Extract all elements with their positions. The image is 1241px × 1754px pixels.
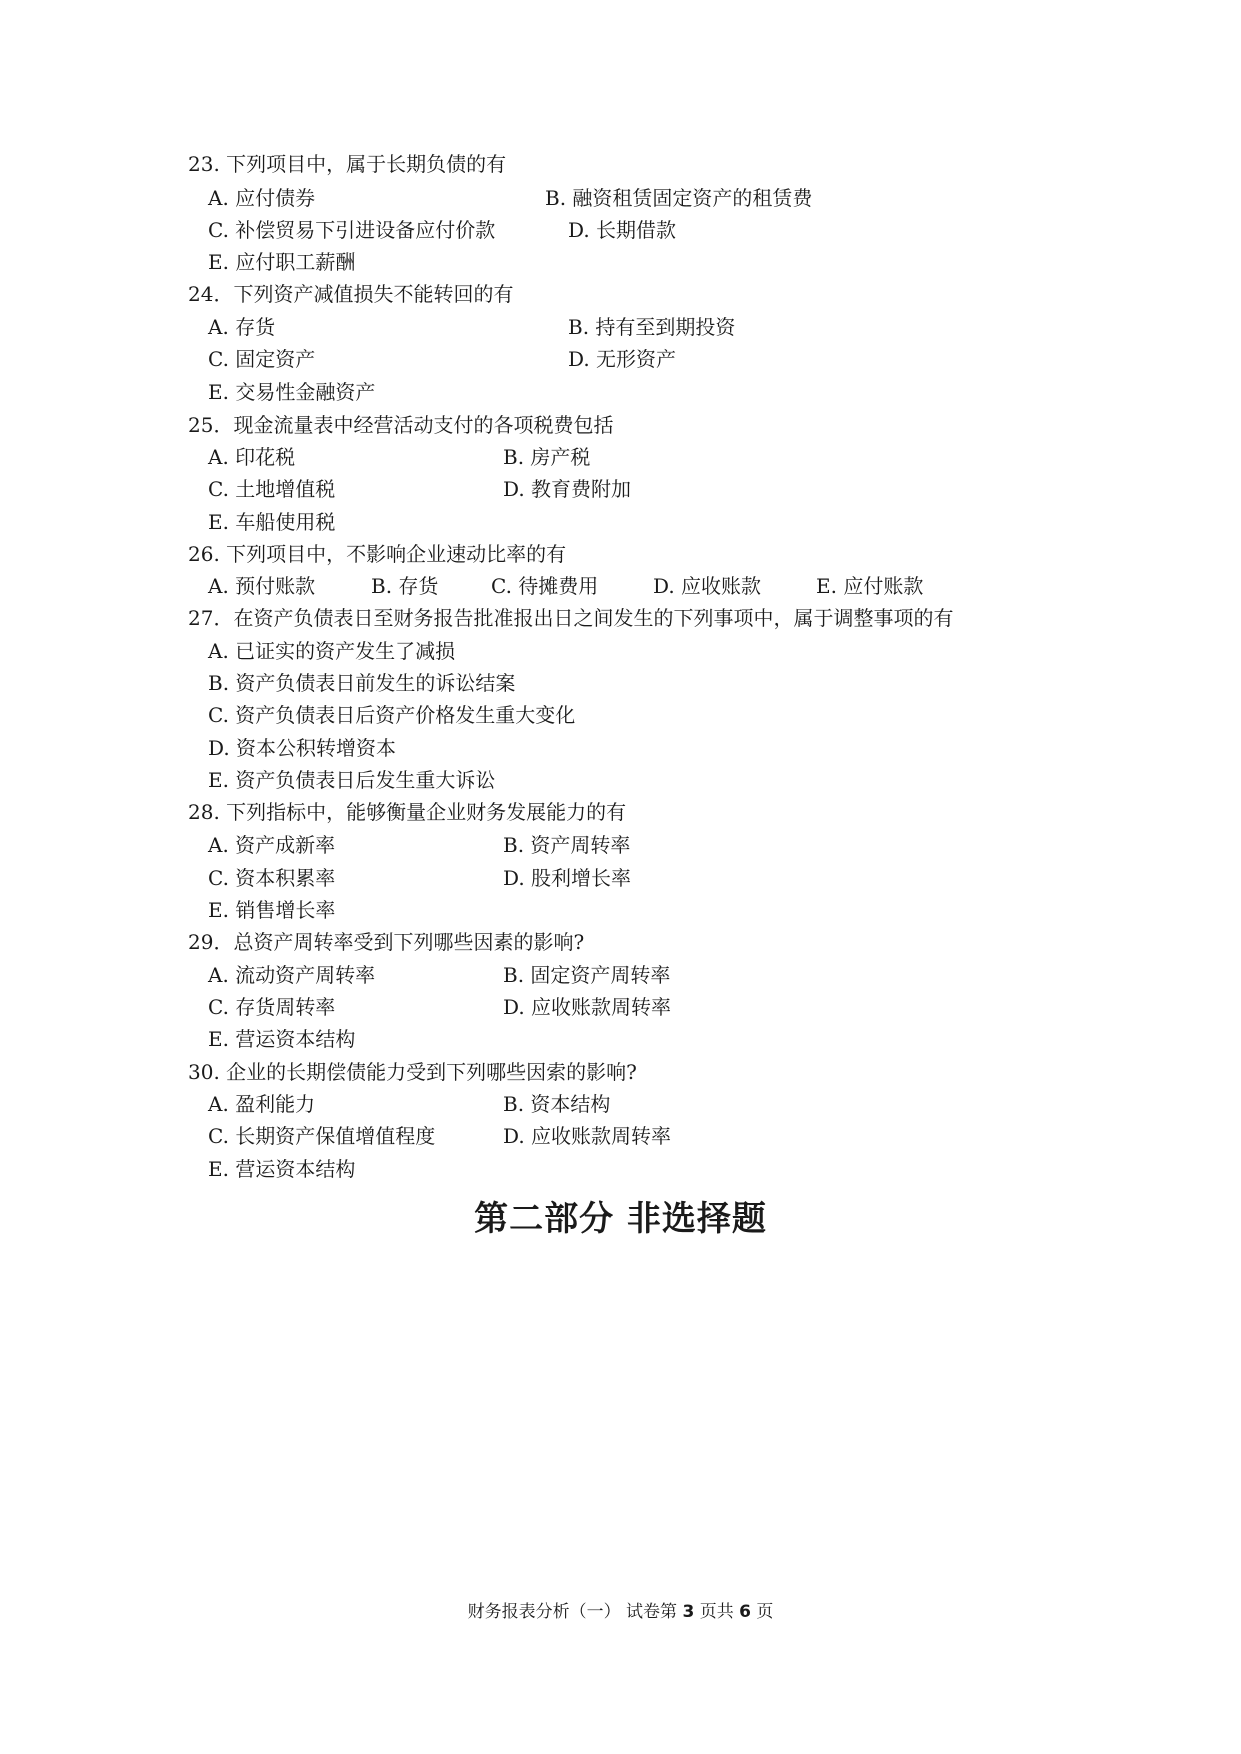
option: B. 资本结构 <box>503 1092 611 1116</box>
footer-middle: 页共 <box>699 1602 734 1622</box>
option: A. 盈利能力 <box>208 1092 316 1116</box>
option: E. 应付职工薪酬 <box>208 250 356 274</box>
option: A. 流动资产周转率 <box>208 963 376 987</box>
option: E. 交易性金融资产 <box>208 380 376 404</box>
section-title: 第二部分 非选择题 <box>474 1199 767 1239</box>
footer-page-number: 3 <box>682 1602 695 1622</box>
option: E. 车船使用税 <box>208 510 336 534</box>
option: C. 待摊费用 <box>491 574 599 598</box>
question-stem: 29．总资产周转率受到下列哪些因素的影响? <box>188 930 585 954</box>
option: D. 资本公积转增资本 <box>208 736 397 760</box>
option: D. 股利增长率 <box>503 866 632 890</box>
option: C. 资本积累率 <box>208 866 336 890</box>
option: D. 应收账款周转率 <box>503 1124 672 1148</box>
page-footer <box>0 1600 1241 1624</box>
option: D. 无形资产 <box>568 347 677 371</box>
question-stem: 30. 企业的长期偿债能力受到下列哪些因索的影响? <box>188 1060 637 1084</box>
footer-total-pages: 6 <box>739 1602 751 1622</box>
option: A. 应付债券 <box>208 186 316 210</box>
option: E. 营运资本结构 <box>208 1157 356 1181</box>
option: E. 销售增长率 <box>208 898 336 922</box>
question-stem: 25．现金流量表中经营活动支付的各项税费包括 <box>188 413 614 437</box>
option: A. 资产成新率 <box>208 833 336 857</box>
question-stem: 28. 下列指标中，能够衡量企业财务发展能力的有 <box>188 800 627 824</box>
option: E. 营运资本结构 <box>208 1027 356 1051</box>
option: D. 教育费附加 <box>503 477 632 501</box>
option: D. 应收账款 <box>653 574 762 598</box>
option: B. 固定资产周转率 <box>503 963 671 987</box>
option: E. 资产负债表日后发生重大诉讼 <box>208 768 496 792</box>
option: C. 长期资产保值增值程度 <box>208 1124 436 1148</box>
option: B. 房产税 <box>503 445 591 469</box>
footer-suffix: 页 <box>756 1602 774 1622</box>
option: A. 预付账款 <box>208 574 316 598</box>
question-stem: 27．在资产负债表日至财务报告批准报出日之间发生的下列事项中，属于调整事项的有 <box>188 606 954 630</box>
option: B. 存货 <box>371 574 439 598</box>
question-stem: 24．下列资产减值损失不能转回的有 <box>188 282 514 306</box>
option: C. 存货周转率 <box>208 995 336 1019</box>
question-stem: 23. 下列项目中，属于长期负债的有 <box>188 152 507 176</box>
option: B. 资产周转率 <box>503 833 631 857</box>
option: B. 融资租赁固定资产的租赁费 <box>545 186 813 210</box>
option: B. 持有至到期投资 <box>568 315 736 339</box>
option: D. 应收账款周转率 <box>503 995 672 1019</box>
option: C. 固定资产 <box>208 347 316 371</box>
option: B. 资产负债表日前发生的诉讼结案 <box>208 671 516 695</box>
option: A. 印花税 <box>208 445 296 469</box>
option: D. 长期借款 <box>568 218 677 242</box>
option: A. 存货 <box>208 315 276 339</box>
option: C. 土地增值税 <box>208 477 336 501</box>
option: E. 应付账款 <box>816 574 924 598</box>
question-stem: 26. 下列项目中，不影响企业速动比率的有 <box>188 542 567 566</box>
option: C. 资产负债表日后资产价格发生重大变化 <box>208 703 576 727</box>
option: C. 补偿贸易下引进设备应付价款 <box>208 218 496 242</box>
option: A. 已证实的资产发生了减损 <box>208 639 456 663</box>
footer-prefix: 财务报表分析（一） 试卷第 <box>467 1602 678 1622</box>
